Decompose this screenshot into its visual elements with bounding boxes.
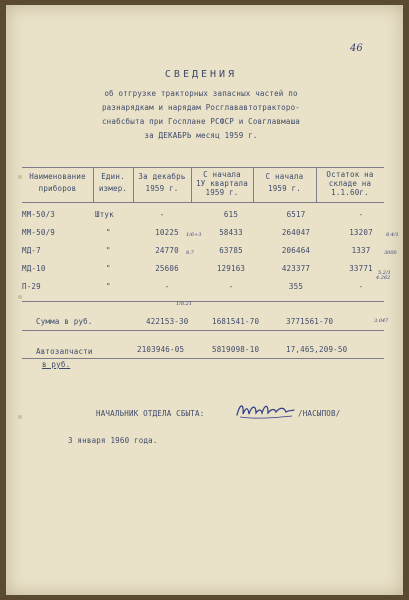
row-unit: " [106, 228, 111, 237]
row-stock: 33771 [349, 264, 373, 273]
table-bottom-rule [22, 301, 384, 302]
document-title: СВЕДЕНИЯ [164, 69, 238, 80]
row-december: - [164, 282, 170, 291]
document-date: 3 января 1960 года. [68, 436, 158, 445]
header-quarter: С начала 1У квартала 1959 г. [196, 170, 248, 197]
subtitle-line-1: об отгрузке тракторных запасных частей по [104, 89, 298, 98]
sum-december: 422153-30 [146, 317, 189, 326]
auto-december: 2103946-05 [137, 345, 185, 354]
signatory-name: /НАСЫПОВ/ [298, 409, 341, 418]
row-year: 423377 [281, 264, 311, 273]
header-unit: Един. измер. [98, 172, 128, 193]
row-year: 206464 [281, 246, 311, 255]
row-name: П-29 [22, 282, 41, 291]
row-quarter: 58433 [219, 228, 243, 237]
header-name: Наименование приборов [29, 172, 86, 193]
row-stock: 1337 [351, 246, 371, 255]
header-stock: Остаток на складе на 1.1.60г. [326, 170, 374, 197]
subtitle-line-2: разнарядкам и нарядам Росглававтотракторо- [101, 103, 301, 112]
position-title: НАЧАЛЬНИК ОТДЕЛА СБЫТА: [96, 409, 205, 418]
row-year: 264047 [281, 228, 311, 237]
row-name: ММ-50/9 [22, 228, 56, 237]
row-stock: - [358, 210, 364, 219]
row-right-note: 3000 [384, 250, 397, 256]
row-december: 10225 [155, 228, 179, 237]
sum-quarter: 1681541-70 [212, 317, 260, 326]
folio-number: 46 [350, 43, 363, 54]
auto-year: 17,465,209-50 [286, 345, 348, 354]
auto-label: Автозапчасти в руб. [36, 347, 93, 369]
sum-right-note: 3.047 [374, 318, 389, 324]
row-name: ММ-50/3 [22, 210, 56, 219]
row-quarter: 615 [223, 210, 239, 219]
header-year: С начала 1959 г. [265, 172, 304, 193]
row-unit: " [106, 246, 111, 255]
header-december: За декабрь 1959 г. [138, 172, 186, 193]
sum-label: Сумма в руб. [36, 317, 93, 326]
row-note: 1/6+3 [186, 232, 202, 238]
row-right-note: 5.2/1 [378, 270, 391, 276]
row-december: - [159, 210, 165, 219]
auto-rule [22, 358, 384, 359]
row-unit: Штук [95, 210, 114, 219]
subtitle-line-3: снабсбыта при Госплане РСФСР и Совглавмаша [101, 117, 301, 126]
row-year: 355 [288, 282, 304, 291]
row-unit: " [106, 282, 111, 291]
sum-note: 1/8.21 [176, 301, 192, 307]
row-quarter: 129163 [216, 264, 246, 273]
row-stock: 13207 [349, 228, 373, 237]
row-name: МД-7 [22, 246, 41, 255]
sum-year: 3771561-70 [286, 317, 334, 326]
row-right-note: 8.4/1 [386, 232, 399, 238]
row-december: 24770 [155, 246, 179, 255]
subtitle-line-4: за ДЕКАБРЬ месяц 1959 г. [144, 131, 258, 140]
row-unit: " [106, 264, 111, 273]
table-header-rule [22, 202, 384, 203]
row-quarter: 63785 [219, 246, 243, 255]
auto-quarter: 5819098-10 [212, 345, 260, 354]
row-year: 6517 [286, 210, 306, 219]
row-note: 8.7 [186, 250, 194, 256]
row-name: МД-10 [22, 264, 46, 273]
row-right-note: 4.262 [376, 275, 391, 281]
table-top-rule [22, 167, 384, 168]
row-december: 25606 [155, 264, 179, 273]
signature-image [234, 401, 296, 421]
row-stock: - [358, 282, 364, 291]
row-quarter: - [228, 282, 234, 291]
document-page [6, 5, 403, 595]
sum-rule [22, 330, 384, 331]
